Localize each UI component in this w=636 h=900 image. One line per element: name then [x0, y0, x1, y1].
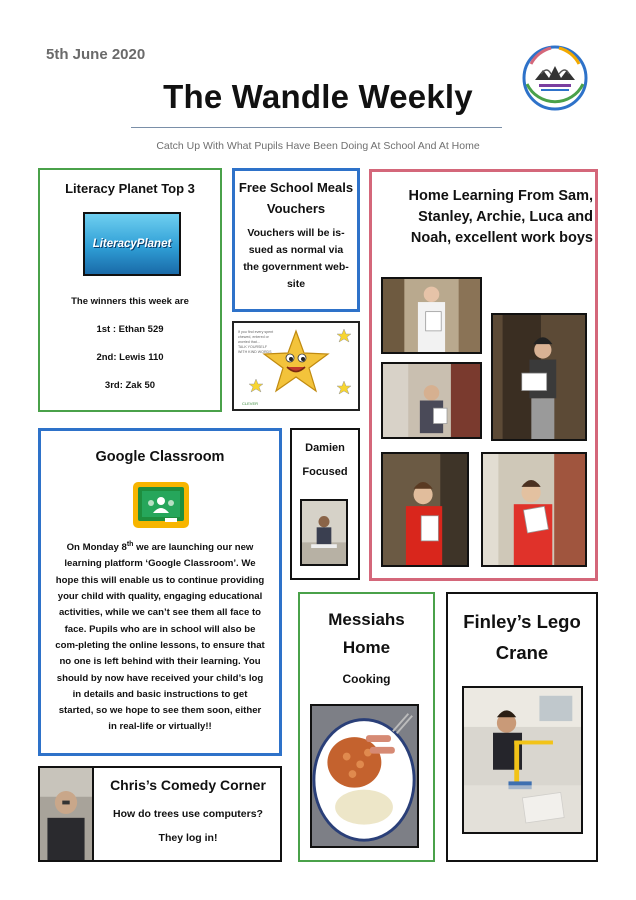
- star-card: [232, 321, 360, 411]
- meals-title-line2: Vouchers: [266, 201, 326, 216]
- literacy-planet-logo: [83, 212, 181, 276]
- newsletter-title: The Wandle Weekly: [163, 78, 473, 115]
- home-learning-box: [369, 169, 598, 581]
- svg-text:TALK YOURSELF: TALK YOURSELF: [238, 345, 268, 349]
- messiahs-title-line1: Messiahs: [328, 610, 405, 629]
- finley-title-line2: Crane: [495, 642, 549, 663]
- comedy-title: Chris’s Comedy Corner: [110, 777, 266, 793]
- literacy-title: Literacy Planet Top 3: [65, 181, 195, 196]
- joke-answer: They log in!: [158, 832, 218, 844]
- svg-text:worried that...: worried that...: [238, 340, 260, 344]
- messiahs-title-line2: Home: [342, 638, 391, 657]
- google-classroom-body: [55, 537, 265, 736]
- winner-second: 2nd: Lewis 110: [96, 352, 164, 363]
- google-classroom-box: [38, 428, 282, 756]
- google-classroom-title: Google Classroom: [95, 449, 225, 465]
- home-learning-title: Home Learning From Sam, Stanley, Archie, Luca and Noah, excellent work boys: [408, 188, 593, 246]
- meals-body-line1: Vouchers will be is-: [247, 227, 345, 239]
- photo-boy-in-doorway: [381, 362, 482, 439]
- winner-first: 1st : Ethan 529: [96, 324, 164, 335]
- header-divider: [131, 127, 502, 128]
- finley-lego-box: [446, 592, 598, 862]
- winners-intro: The winners this week are: [71, 296, 189, 307]
- svg-text:CLEVER: CLEVER: [242, 401, 259, 406]
- comedy-corner-box: [38, 766, 282, 862]
- finley-title-line1: Finley’s Lego: [463, 611, 581, 632]
- newsletter-subtitle: Catch Up With What Pupils Have Been Doing At School And At Home: [156, 140, 480, 152]
- gc-body-post: we are launching our new learning platform ‘Google Classroom’. We hope this will enable us to continue providing your child with quality, engaging educational activities, while we can’t see them all face to face. Pupils who are in school will also be com-pleting the online lessons, to ensure that no one is left behind with their learning. You should by now have received your child’s log in details and basic instructions to get started, so we hope to see them soon, either in real-life or virtually!!: [55, 542, 265, 733]
- meals-body-line3: the government web-: [243, 261, 349, 273]
- photo-boy-with-worksheet-2: [491, 313, 587, 441]
- photo-lego-crane: [462, 686, 583, 834]
- svg-text:chewed, entered or: chewed, entered or: [238, 335, 269, 339]
- joke-question: How do trees use computers?: [113, 808, 263, 820]
- literacy-logo-text: LiteracyPlanet: [92, 238, 172, 250]
- literacy-planet-box: [38, 168, 222, 412]
- meals-body-line4: site: [286, 278, 306, 290]
- damien-label: Focused: [302, 466, 348, 478]
- issue-date: 5th June 2020: [46, 46, 146, 63]
- gc-body-sup: th: [126, 541, 134, 548]
- school-meals-box: [232, 168, 360, 312]
- photo-boy-red-shirt-2: [481, 452, 587, 567]
- photo-boy-red-shirt-1: [381, 452, 469, 567]
- photo-home-cooking-plate: [310, 704, 419, 848]
- damien-box: [290, 428, 360, 580]
- svg-text:WITH KIND WORDS: WITH KIND WORDS: [238, 350, 272, 354]
- photo-damien-at-desk: [300, 499, 348, 566]
- gc-body-pre: On Monday 8: [66, 542, 127, 554]
- meals-body-line2: sued as normal via: [248, 244, 344, 256]
- damien-name: Damien: [305, 442, 345, 454]
- svg-text:If you find every spent: If you find every spent: [238, 330, 274, 334]
- messiahs-cooking-box: [298, 592, 435, 862]
- photo-boy-with-worksheet-1: [381, 277, 482, 354]
- google-classroom-icon: [133, 482, 189, 528]
- photo-chris: [38, 766, 94, 862]
- messiahs-subtitle: Cooking: [342, 672, 391, 686]
- winner-third: 3rd: Zak 50: [104, 380, 156, 391]
- school-logo: [521, 44, 589, 112]
- meals-title-line1: Free School Meals: [238, 180, 354, 195]
- star-illustration: [234, 323, 358, 409]
